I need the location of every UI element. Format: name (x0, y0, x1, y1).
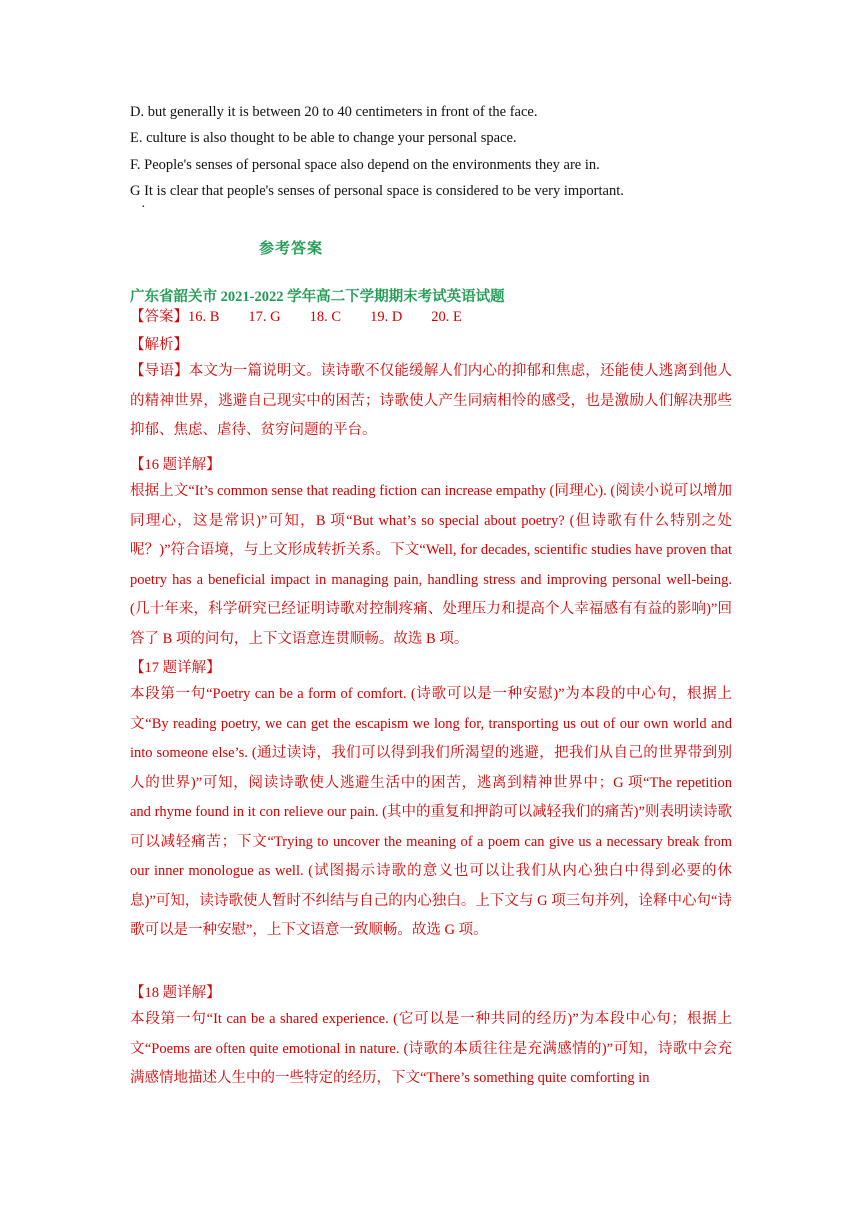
answer-key: 【答案】16. B 17. G 18. C 19. D 20. E (130, 309, 462, 325)
option-f: F. People's senses of personal space also depend on the environments they are in. (130, 157, 600, 173)
analysis-heading: 【解析】 (130, 337, 188, 353)
option-d: D. but generally it is between 20 to 40 centimeters in front of the face. (130, 104, 538, 120)
q17-heading: 【17 题详解】 (130, 660, 221, 676)
q17-explanation: 本段第一句“Poetry can be a form of comfort. (诗歌可以是一种安慰)”为本段的中心句，根据上文“By reading poetry, we can get the escapism we long for, transporting us out of our own world and into someone else’s. (通过读诗，我们可以得到我们所渴望的逃避，把我们从自己的世界带到别人的世界)”可知，阅读诗歌使人逃避生活中的困苦，逃离到精神世界中；G 项“The repetition and rhyme found in it con relieve our pain. (其中的重复和押韵可以减轻我们的痛苦)”则表明读诗歌可以减轻痛苦；下文“Trying to uncover the meaning of a poem can give us a necessary break from our inner monologue as well. (试图揭示诗歌的意义也可以让我们从内心独白中得到必要的休息)”可知，读诗歌使人暂时不纠结与自己的内心独白。上下文与 G 项三句并列，诠释中心句“诗歌可以是一种安慰”，上下文语意一致顺畅。故选 G 项。 (130, 686, 732, 938)
q16-heading: 【16 题详解】 (130, 457, 221, 473)
option-g: G It is clear that people's senses of personal space is considered to be very important. (130, 183, 624, 199)
stray-dot: · (141, 200, 146, 215)
q18-heading: 【18 题详解】 (130, 985, 221, 1001)
reference-answer-title: 参考答案 (259, 241, 324, 257)
option-e: E. culture is also thought to be able to change your personal space. (130, 130, 517, 146)
q18-explanation: 本段第一句“It can be a shared experience. (它可以是一种共同的经历)”为本段中心句；根据上文“Poems are often quite emotional in nature. (诗歌的本质往往是充满感情的)”可知，诗歌中会充满感情地描述人生中的一些特定的经历，下文“There’s something quite comforting in (130, 1011, 732, 1086)
guide-paragraph: 【导语】本文为一篇说明文。读诗歌不仅能缓解人们内心的抑郁和焦虑，还能使人逃离到他人的精神世界，逃避自己现实中的困苦；诗歌使人产生同病相怜的感受，也是激励人们解决那些抑郁、焦虑、虐待、贫穷问题的平台。 (130, 363, 732, 438)
exam-source-title: 广东省韶关市 2021-2022 学年高二下学期期末考试英语试题 (130, 289, 505, 305)
q16-explanation: 根据上文“It’s common sense that reading fiction can increase empathy (同理心). (阅读小说可以增加同理心，这是常识)”可知，B 项“But what’s so special about poetry? (但诗歌有什么特别之处呢？)”符合语境，与上文形成转折关系。下文“Well, for decades, scientific studies have proven that poetry has a beneficial impact in managing pain, handling stress and improving personal well-being. (几十年来，科学研究已经证明诗歌对控制疼痛、处理压力和提高个人幸福感有有益的影响)”回答了 B 项的问句，上下文语意连贯顺畅。故选 B 项。 (130, 483, 732, 647)
